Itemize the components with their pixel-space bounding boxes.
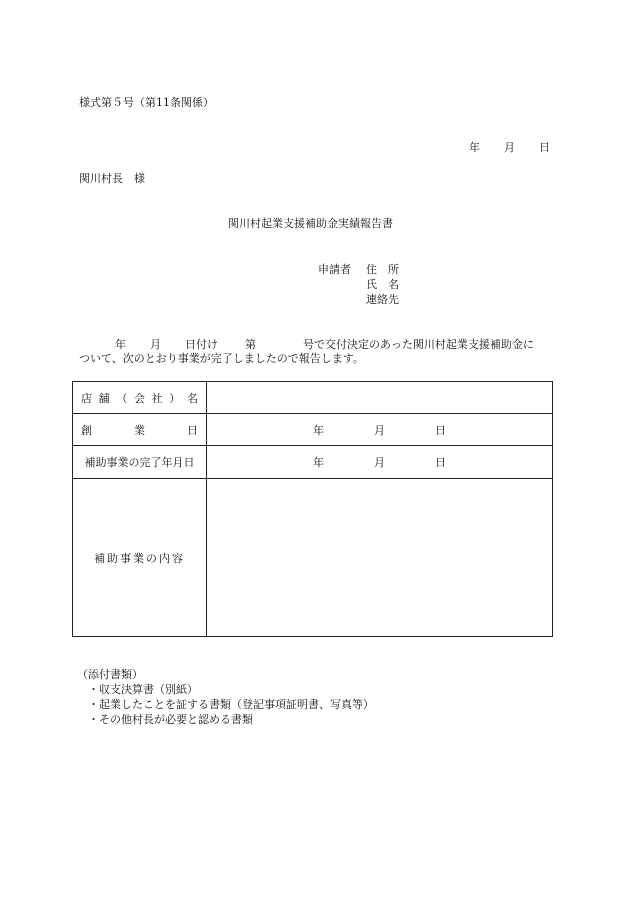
store-label-char: （ xyxy=(116,391,128,405)
store-label-char: ） xyxy=(169,391,181,405)
completion-year-label: 年 xyxy=(313,456,324,469)
founded-date-label xyxy=(73,422,206,438)
completion-month-label: 月 xyxy=(374,456,385,469)
date-line xyxy=(469,141,550,154)
applicant-name-label: 氏 名 xyxy=(366,278,399,291)
project-content-value-cell[interactable] xyxy=(207,479,553,637)
founded-date-parts xyxy=(207,422,552,438)
founded-date-value-cell[interactable] xyxy=(207,414,553,446)
founded-label-char: 創 xyxy=(81,423,92,437)
project-content-label-cell xyxy=(73,479,207,637)
completion-date-parts xyxy=(207,454,552,470)
store-label-char: 舗 xyxy=(98,391,110,405)
applicant-contact-label: 連絡先 xyxy=(366,293,399,306)
completion-date-label: 補助事業の完了年月日 xyxy=(84,456,195,469)
attachments-heading: （添付書類） xyxy=(77,668,143,681)
date-year-label: 年 xyxy=(469,141,480,154)
founded-year-label: 年 xyxy=(313,423,324,437)
applicant-label: 申請者 xyxy=(318,263,351,276)
body-line1-rest: 号で交付決定のあった関川村起業支援補助金に xyxy=(303,338,534,351)
form-number: 様式第５号（第11条関係） xyxy=(79,96,214,109)
store-label-char: 名 xyxy=(186,391,198,405)
founded-month-label: 月 xyxy=(374,423,385,437)
store-name-label-cell xyxy=(73,382,207,414)
addressee: 関川村長 様 xyxy=(79,172,145,185)
store-label-char: 店 xyxy=(81,391,92,405)
founded-label-char: 日 xyxy=(187,423,198,437)
store-name-label xyxy=(73,390,206,406)
founded-date-label-cell xyxy=(73,414,207,446)
body-month: 月 xyxy=(150,338,161,351)
document-title: 関川村起業支援補助金実績報告書 xyxy=(228,217,393,230)
store-label-char: 社 xyxy=(151,391,163,405)
report-table xyxy=(72,381,553,637)
completion-date-label-cell xyxy=(73,446,207,479)
body-day-dated: 日付け xyxy=(185,338,218,351)
completion-day-label: 日 xyxy=(435,456,446,469)
table-row-store xyxy=(73,382,553,414)
applicant-address-label: 住 所 xyxy=(366,263,399,276)
attachment-item: ・収支決算書（別紙） xyxy=(88,683,198,696)
project-content-label: 補助事業の内容 xyxy=(94,551,185,565)
founded-day-label: 日 xyxy=(435,423,446,437)
body-dai: 第 xyxy=(245,338,256,351)
body-line2: ついて、次のとおり事業が完了しましたので報告します。 xyxy=(79,352,364,365)
founded-label-char: 業 xyxy=(134,423,145,437)
table-row-content xyxy=(73,479,553,637)
attachment-item: ・その他村長が必要と認める書類 xyxy=(88,713,253,726)
date-day-label: 日 xyxy=(539,141,550,154)
completion-date-value-cell[interactable] xyxy=(207,446,553,479)
table-row-founded xyxy=(73,414,553,446)
table-row-completion xyxy=(73,446,553,479)
body-year: 年 xyxy=(115,338,126,351)
attachment-item: ・起業したことを証する書類（登記事項証明書、写真等） xyxy=(88,698,374,711)
date-month-label: 月 xyxy=(504,141,515,154)
store-name-value-cell[interactable] xyxy=(207,382,553,414)
store-label-char: 会 xyxy=(133,391,145,405)
